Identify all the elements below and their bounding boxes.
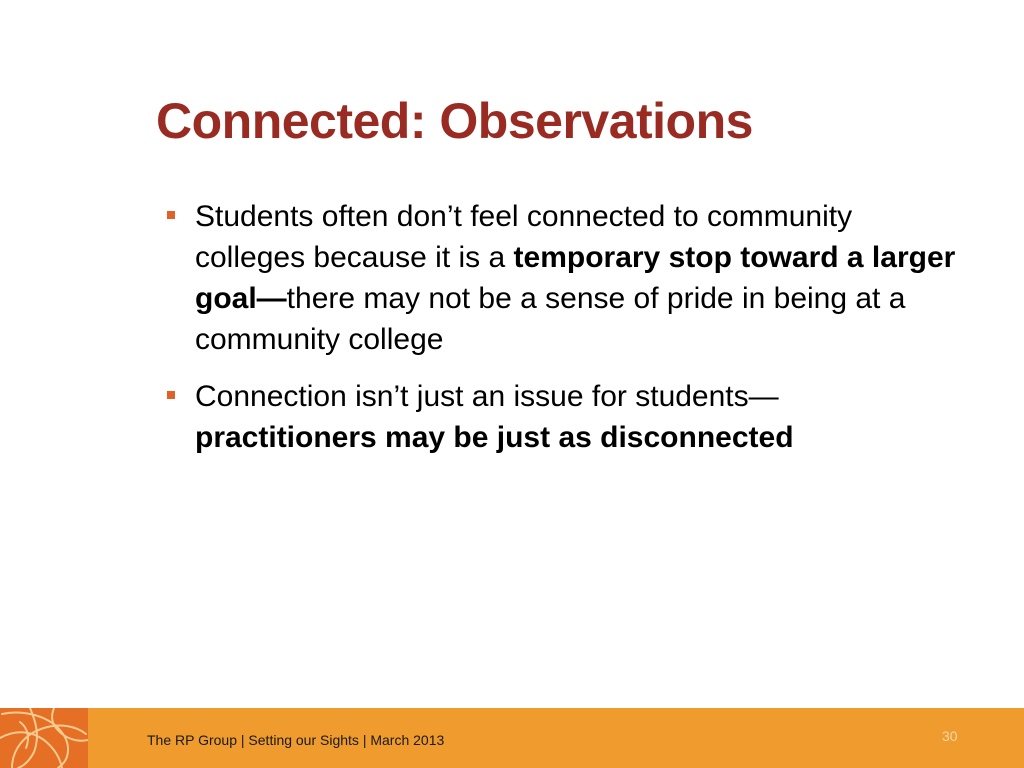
page-number: 30 <box>942 728 958 744</box>
bullet-emphasis: practitioners may be just as disconnected <box>195 421 794 454</box>
bullet-text <box>195 380 794 454</box>
bullet-emphasis: temporary stop toward a larger goal— <box>195 241 956 315</box>
footer-text: The RP Group | Setting our Sights | March 2013 <box>147 732 445 748</box>
square-bullet-icon <box>167 211 175 219</box>
bullet-text-segment: Connection isn’t just an issue for students— <box>195 380 779 413</box>
footer-bar <box>0 708 1024 768</box>
bullet-text <box>195 200 955 356</box>
slide-title: Connected: Observations <box>156 93 753 149</box>
bullet-list <box>164 196 964 474</box>
bullet-text-segment: Students often don’t feel connected to community colleges because it is a <box>195 200 853 274</box>
rp-group-swirl-logo-icon <box>0 708 88 768</box>
bullet-item <box>164 196 964 360</box>
square-bullet-icon <box>167 391 175 399</box>
bullet-item <box>164 376 964 458</box>
bullet-text-segment: there may not be a sense of pride in being at a community college <box>195 282 906 356</box>
